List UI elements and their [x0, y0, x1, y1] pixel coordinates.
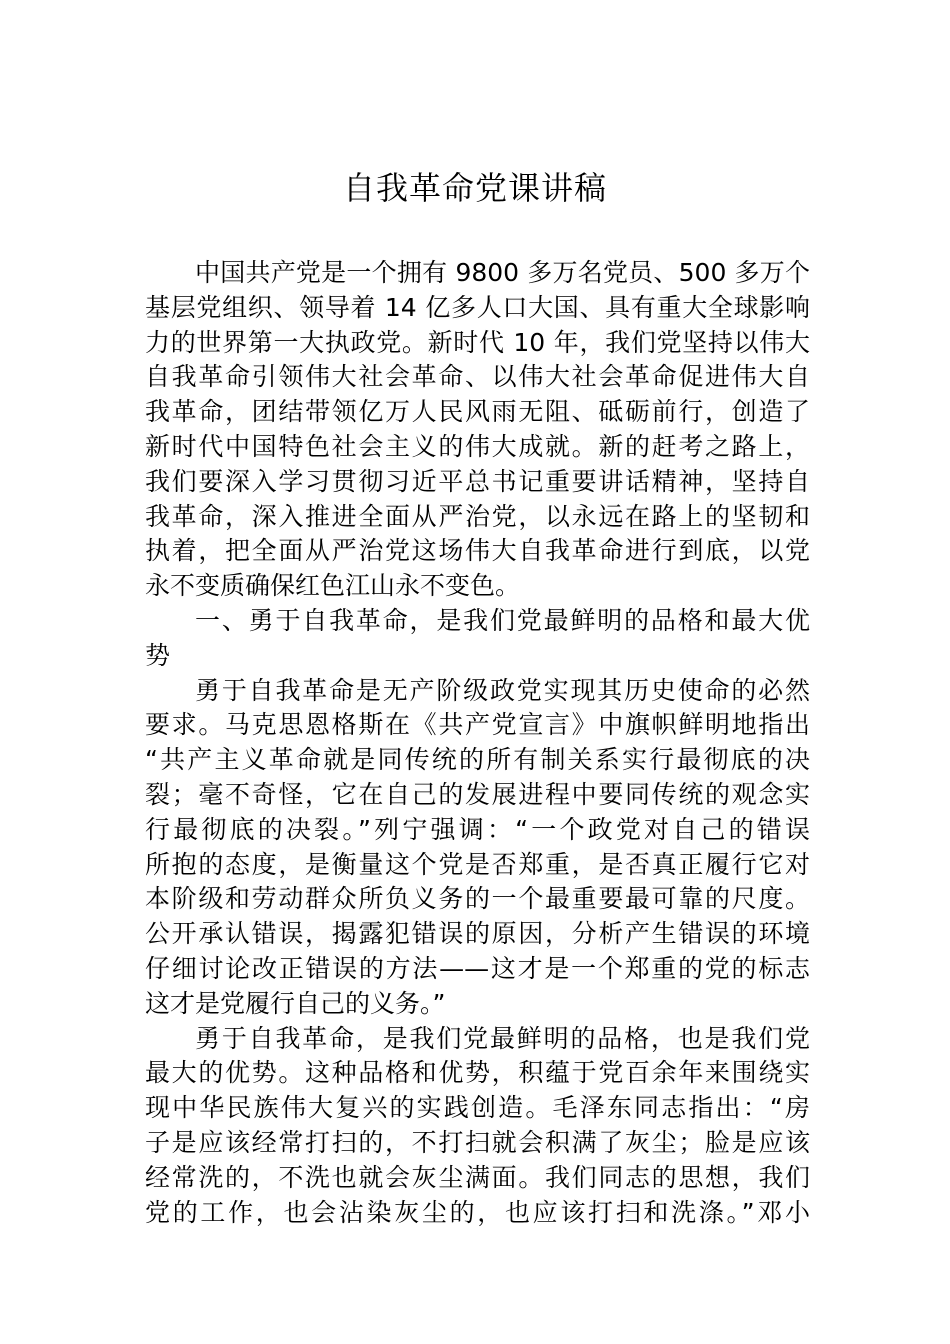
text-line: 本阶级和劳动群众所负义务的一个最重要最可靠的尺度。 [145, 884, 810, 914]
text-line: 要求。马克思恩格斯在《共产党宣言》中旗帜鲜明地指出 [145, 710, 810, 740]
text-line: 势 [145, 640, 171, 670]
text-line: 经常洗的，不洗也就会灰尘满面。我们同志的思想，我们 [145, 1162, 810, 1192]
text-line: 这才是党履行自己的义务。” [145, 988, 446, 1018]
document-body [145, 256, 810, 1230]
text-line: 自我革命引领伟大社会革命、以伟大社会革命促进伟大自 [145, 362, 810, 392]
text-line: 裂；毫不奇怪，它在自己的发展进程中要同传统的观念实 [145, 779, 810, 809]
text-line: 我们要深入学习贯彻习近平总书记重要讲话精神，坚持自 [145, 466, 810, 496]
text-line: 我革命，深入推进全面从严治党，以永远在路上的坚韧和 [145, 501, 810, 531]
text-line: 基层党组织、领导着 14 亿多人口大国、具有重大全球影响 [145, 292, 810, 322]
text-line: 行最彻底的决裂。”列宁强调：“一个政党对自己的错误 [145, 814, 810, 844]
text-line: 新时代中国特色社会主义的伟大成就。新的赶考之路上， [145, 431, 810, 461]
text-line: 中国共产党是一个拥有 9800 多万名党员、500 多万个 [195, 258, 810, 287]
text-line: 永不变质确保红色江山永不变色。 [145, 571, 521, 601]
document-title: 自我革命党课讲稿 [342, 169, 607, 207]
text-line: 勇于自我革命是无产阶级政党实现其历史使命的必然 [195, 675, 810, 705]
text-line: 仔细讨论改正错误的方法——这才是一个郑重的党的标志 [145, 953, 810, 983]
text-line: 一、勇于自我革命，是我们党最鲜明的品格和最大优 [195, 605, 810, 635]
text-line: “共产主义革命就是同传统的所有制关系实行最彻底的决 [145, 745, 810, 775]
text-line: 我革命，团结带领亿万人民风雨无阻、砥砺前行，创造了 [145, 397, 810, 427]
text-line: 所抱的态度，是衡量这个党是否郑重，是否真正履行它对 [145, 849, 810, 879]
text-line: 子是应该经常打扫的，不打扫就会积满了灰尘；脸是应该 [145, 1127, 810, 1157]
text-line: 最大的优势。这种品格和优势，积蕴于党百余年来围绕实 [145, 1058, 810, 1088]
text-line: 力的世界第一大执政党。新时代 10 年，我们党坚持以伟大 [145, 327, 810, 357]
text-line: 现中华民族伟大复兴的实践创造。毛泽东同志指出：“房 [145, 1093, 810, 1123]
text-line: 执着，把全面从严治党这场伟大自我革命进行到底，以党 [145, 536, 810, 566]
text-line: 党的工作，也会沾染灰尘的，也应该打扫和洗涤。”邓小 [145, 1197, 810, 1227]
text-line: 公开承认错误，揭露犯错误的原因，分析产生错误的环境 [145, 919, 810, 949]
text-line: 勇于自我革命，是我们党最鲜明的品格，也是我们党 [195, 1023, 810, 1053]
